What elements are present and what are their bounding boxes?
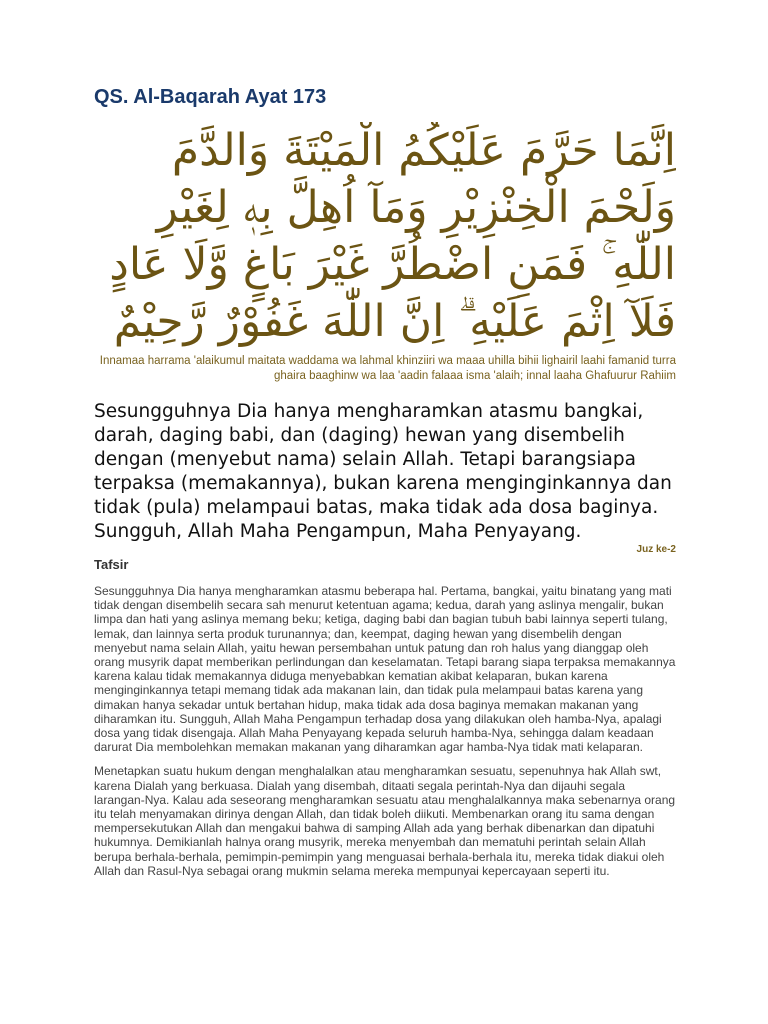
translation: Sesungguhnya Dia hanya mengharamkan atasmu bangkai, darah, daging babi, dan (daging) hewan yang disembelih dengan (menyebut nama) selain Allah. Tetapi barangsiapa terpaksa (memakannya), bukan karena menginginkannya dan tidak (pula) melampaui batas, maka tidak ada dosa baginya. Sungguh, Allah Maha Pengampun, Maha Penyayang.: [94, 401, 672, 542]
page-title: QS. Al-Baqarah Ayat 173: [94, 86, 327, 108]
transliteration: Innamaa harrama 'alaikumul maitata waddama wa lahmal khinziiri wa maaa uhilla bihii lighairil laahi famanid turra ghaira baaghinw wa laa 'aadin falaaa isma 'alaih; innal laaha Ghafuurur Rahiim: [99, 355, 676, 382]
arabic-verse: اِنَّمَا حَرَّمَ عَلَيْكُمُ الْمَيْتَةَ وَالدَّمَ وَلَحْمَ الْخِنْزِيْرِ وَمَآ اُهِلَّ بِهٖ لِغَيْرِ اللّٰهِ ۚ فَمَنِ اضْطُرَّ غَيْرَ بَاغٍ وَّلَا عَادٍ فَلَآ اِثْمَ عَلَيْهِ ۗ اِنَّ اللّٰهَ غَفُوْرٌ رَّحِيْمٌ: [109, 125, 676, 347]
juz-label: Juz ke-2: [636, 544, 676, 555]
tafsir-heading: Tafsir: [94, 557, 129, 572]
tafsir-paragraph-2: Menetapkan suatu hukum dengan menghalalkan atau mengharamkan sesuatu, sepenuhnya hak Allah swt, karena Dialah yang berkuasa. Dialah yang disembah, ditaati segala perintah-Nya dan dijauhi segala larangan-Nya. Kalau ada seseorang mengharamkan sesuatu atau menghalalkannya maka sebenarnya orang itu telah menyamakan dirinya dengan Allah, dan tidak boleh diikuti. Membenarkan orang itu sama dengan mempersekutukan Allah dan mengakui bahwa di samping Allah ada yang berhak dibenarkan dan dipatuhi hukumnya. Demikianlah halnya orang musyrik, mereka menyembah dan mematuhi perintah selain Allah berupa berhala-berhala, pemimpin-pemimpin yang menguasai berhala-berhala itu, mereka tidak diakui oleh Allah dan Rasul-Nya sebagai orang mukmin selama mereka mempunyai kepercayaan seperti itu.: [94, 764, 676, 878]
tafsir-paragraph-1: Sesungguhnya Dia hanya mengharamkan atasmu beberapa hal. Pertama, bangkai, yaitu binatang yang mati tidak dengan disembelih secara sah menurut ketentuan agama; kedua, darah yang aslinya mengalir, bukan limpa dan hati yang aslinya memang beku; ketiga, daging babi dan bagian tubuh babi lainnya seperti tulang, lemak, dan lainnya serta produk turunannya; dan, keempat, daging hewan yang disembelih dengan menyebut nama selain Allah, yaitu hewan persembahan untuk patung dan roh halus yang dianggap oleh orang musyrik dapat memberikan perlindungan dan keselamatan. Tetapi barang siapa terpaksa memakannya karena kalau tidak memakannya diduga menyebabkan kematian akibat kelaparan, bukan karena menginginkannya tetapi memang tidak ada makanan lain, dan tidak pula melampaui batas karena yang dimakan hanya sekadar untuk bertahan hidup, maka tidak ada dosa baginya memakan makanan yang diharamkan itu. Sungguh, Allah Maha Pengampun terhadap dosa yang dilakukan oleh hamba-Nya, apalagi dosa yang tidak disengaja. Allah Maha Penyayang kepada seluruh hamba-Nya, sehingga dalam keadaan darurat Dia membolehkan memakan makanan yang diharamkan agar hamba-Nya tidak mati kelaparan.: [94, 584, 676, 755]
document-page: [94, 86, 676, 888]
